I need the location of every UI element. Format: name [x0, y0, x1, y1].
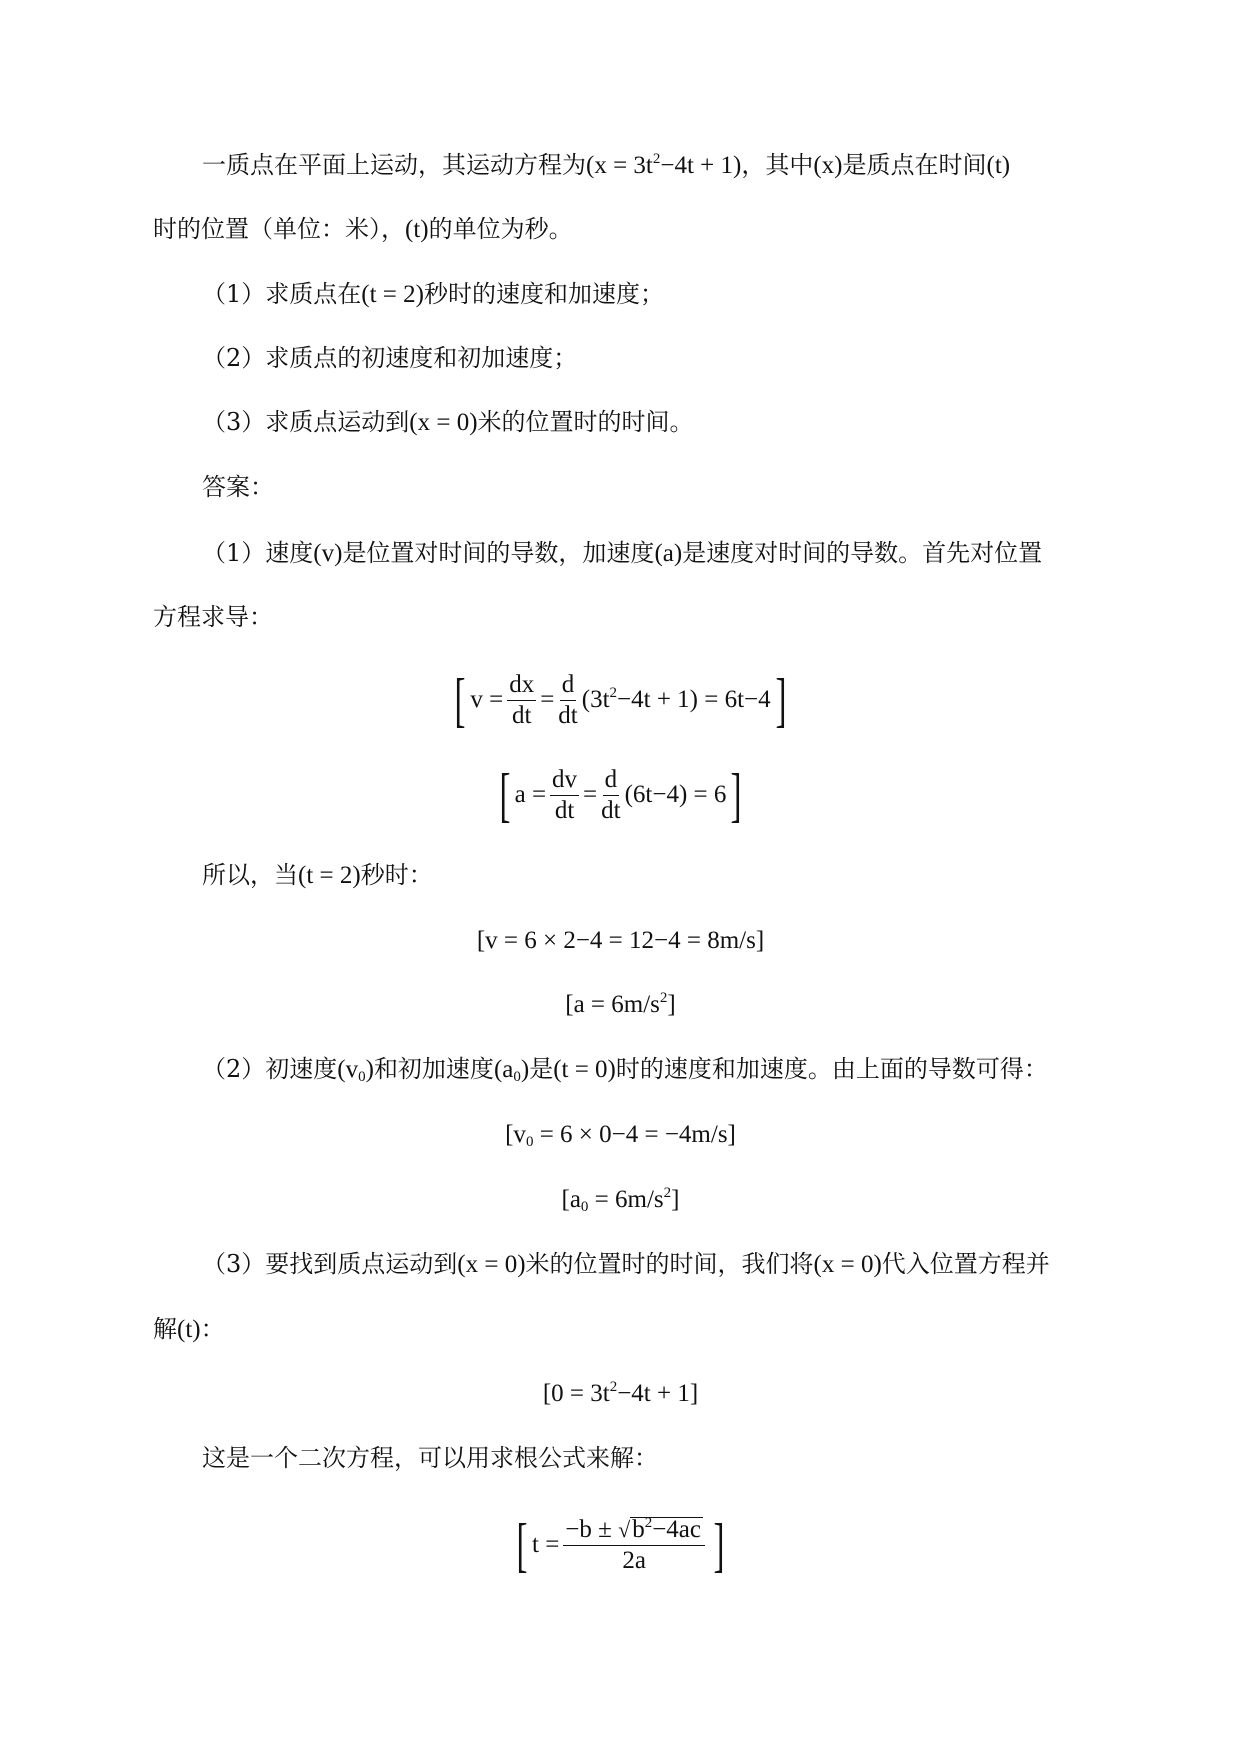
answer-label: 答案：	[202, 473, 274, 501]
question-2: （2）求质点的初速度和初加速度；	[202, 344, 578, 372]
answer-3-line-1: （3）要找到质点运动到(x = 0)米的位置时的时间，我们将(x = 0)代入位置方程并	[202, 1250, 1050, 1278]
quadratic-formula-line: 这是一个二次方程，可以用求根公式来解：	[202, 1444, 658, 1472]
acceleration-derivative-equation: [ a = $\frac{dv}{dt}$ = $\frac{d}{dt}$ (6t−4) = 6 ]	[499, 762, 742, 828]
answer-1-line-2: 方程求导：	[153, 603, 273, 631]
answer-2-line: （2）初速度$(v_0)$和初加速度$(a_0)$是(t = 0)时的速度和加速度。由上面的导数可得：	[202, 1055, 1048, 1085]
answer-1-line-1: （1）速度(v)是位置对时间的导数，加速度(a)是速度对时间的导数。首先对位置	[202, 539, 1043, 567]
text: 一质点在平面上运动，其运动方程为	[202, 151, 586, 179]
problem-line-2: 时的位置（单位：米），(t)的单位为秒。	[153, 215, 573, 243]
acceleration-value-equation: $[a = 6m/s^2]$	[565, 990, 676, 1018]
initial-acceleration-equation: $[a_0 = 6m/s^2]$	[561, 1185, 680, 1215]
answer-3-line-2: 解(t)：	[153, 1315, 225, 1343]
velocity-value-equation: [v = 6 × 2−4 = 12−4 = 8m/s]	[476, 927, 765, 954]
initial-velocity-equation: $[v_0 = 6 \times 0-4 = -4m/s]$	[505, 1121, 736, 1150]
velocity-derivative-equation: [ v = $\frac{dx}{dt}$ = $\frac{d}{dt}$ $(3t^2-4t + 1) = 6t-4$ ]	[454, 667, 787, 733]
quadratic-equation: $[0 = 3t^2-4t + 1]$	[542, 1379, 699, 1407]
problem-line-1: 一质点在平面上运动，其运动方程为$(x = 3t^2-4t + 1)$，其中(x)是质点在时间(t)	[202, 151, 1011, 179]
so-line: 所以，当(t = 2)秒时：	[202, 861, 433, 889]
question-1: （1）求质点在(t = 2)秒时的速度和加速度；	[202, 280, 664, 308]
question-3: （3）求质点运动到(x = 0)米的位置时的时间。	[202, 408, 694, 436]
quadratic-formula-equation: [ t = −b ± √ $b^2-4ac$ 2a ]	[516, 1512, 725, 1578]
motion-equation: $(x = 3t^2-4t + 1)$	[586, 151, 742, 179]
